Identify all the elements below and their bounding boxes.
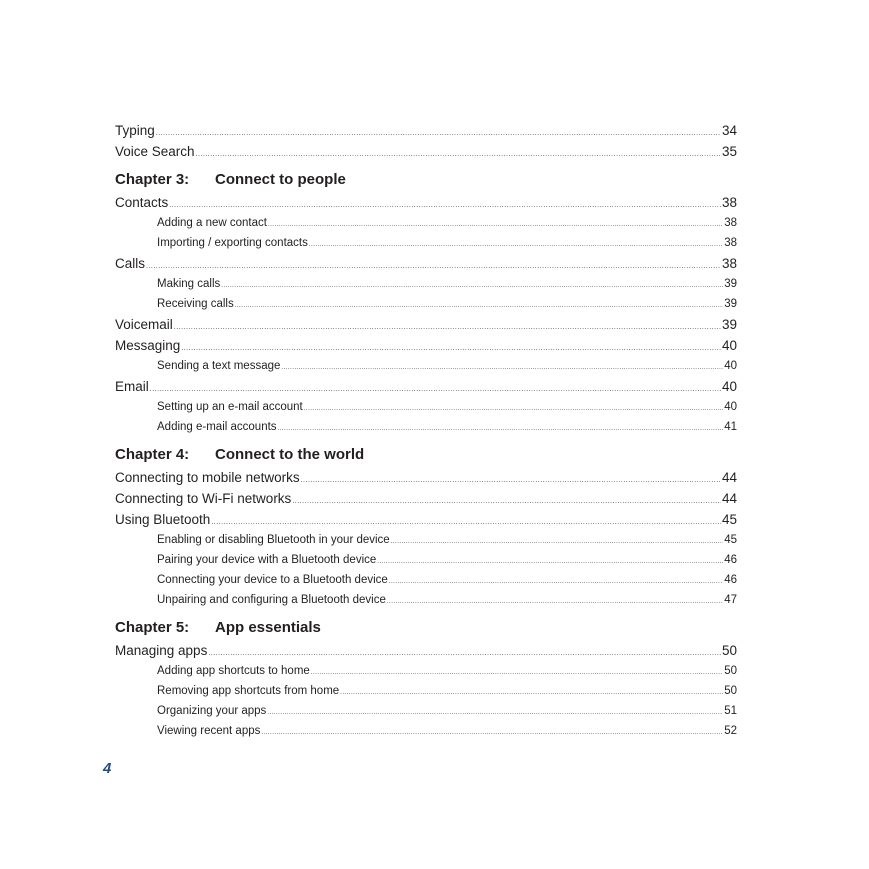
chapter-heading[interactable]: [115, 443, 737, 467]
toc-page-number: 46: [724, 554, 737, 566]
toc-entry-label: Adding app shortcuts to home: [157, 665, 310, 677]
dot-leader: [377, 552, 723, 572]
toc-subsection-entry[interactable]: [115, 213, 737, 233]
toc-page-number: 38: [724, 237, 737, 249]
toc-page-number: 39: [724, 278, 737, 290]
chapter-number: Chapter 3:: [115, 171, 190, 188]
dot-leader: [174, 317, 721, 338]
toc-entry-label: Managing apps: [115, 643, 208, 658]
toc-entry-label: Using Bluetooth: [115, 512, 211, 527]
dot-leader: [156, 123, 721, 144]
toc-page-number: 50: [724, 665, 737, 677]
toc-page-number: 51: [724, 705, 737, 717]
toc-subsection-entry[interactable]: [115, 661, 737, 681]
toc-subsection-entry[interactable]: [115, 294, 737, 314]
toc-page-number: 45: [721, 512, 737, 527]
dot-leader: [278, 419, 724, 439]
toc-entry-label: Email: [115, 379, 149, 394]
toc-entry-label: Receiving calls: [157, 298, 234, 310]
toc-entry-label: Unpairing and configuring a Bluetooth device: [157, 594, 386, 606]
chapter-heading[interactable]: [115, 616, 737, 640]
toc-subsection-entry[interactable]: [115, 701, 737, 721]
dot-leader: [340, 683, 723, 703]
toc-entry-label: Making calls: [157, 278, 221, 290]
dot-leader: [311, 663, 723, 683]
toc-page-number: 40: [721, 338, 737, 353]
toc-page-number: 45: [724, 534, 737, 546]
toc-entry-label: Sending a text message: [157, 360, 281, 372]
dot-leader: [391, 532, 723, 552]
toc-subsection-entry[interactable]: [115, 233, 737, 253]
dot-leader: [146, 256, 721, 277]
toc-subsection-entry[interactable]: [115, 570, 737, 590]
toc-section-entry[interactable]: [115, 141, 737, 162]
toc-subsection-entry[interactable]: [115, 356, 737, 376]
dot-leader: [387, 592, 723, 612]
dot-leader: [309, 235, 723, 255]
toc-page-number: 34: [721, 123, 737, 138]
toc-subsection-entry[interactable]: [115, 274, 737, 294]
toc-section-entry[interactable]: [115, 376, 737, 397]
toc-entry-label: Enabling or disabling Bluetooth in your device: [157, 534, 390, 546]
toc-section-entry[interactable]: [115, 253, 737, 274]
toc-section-entry[interactable]: [115, 120, 737, 141]
toc-entry-label: Adding a new contact: [157, 217, 267, 229]
toc-page-number: 44: [721, 470, 737, 485]
toc-section-entry[interactable]: [115, 640, 737, 661]
toc-page-number: 50: [724, 685, 737, 697]
toc-entry-label: Viewing recent apps: [157, 725, 261, 737]
toc-entry-label: Connecting your device to a Bluetooth device: [157, 574, 388, 586]
toc-page-number: 35: [721, 144, 737, 159]
toc-entry-label: Connecting to Wi-Fi networks: [115, 491, 292, 506]
toc-subsection-entry[interactable]: [115, 530, 737, 550]
toc-entry-label: Voicemail: [115, 317, 173, 332]
dot-leader: [261, 723, 723, 743]
toc-entry-label: Pairing your device with a Bluetooth device: [157, 554, 377, 566]
chapter-number: Chapter 4:: [115, 446, 190, 463]
toc-section-entry[interactable]: [115, 509, 737, 530]
dot-leader: [281, 358, 723, 378]
toc-entry-label: Organizing your apps: [157, 705, 267, 717]
toc-subsection-entry[interactable]: [115, 590, 737, 610]
chapter-title: Connect to the world: [215, 446, 365, 463]
toc-section-entry[interactable]: [115, 192, 737, 213]
dot-leader: [292, 491, 721, 512]
toc-page-number: 41: [724, 421, 737, 433]
toc-page-number: 38: [721, 195, 737, 210]
dot-leader: [235, 296, 724, 316]
toc-entry-label: Calls: [115, 256, 146, 271]
toc-page-number: 38: [721, 256, 737, 271]
toc-entry-label: Messaging: [115, 338, 181, 353]
dot-leader: [304, 399, 723, 419]
page-number: 4: [103, 760, 112, 777]
toc-page-number: 50: [721, 643, 737, 658]
dot-leader: [301, 470, 721, 491]
toc-page-number: 40: [721, 379, 737, 394]
toc-entry-label: Connecting to mobile networks: [115, 470, 300, 485]
chapter-heading[interactable]: [115, 168, 737, 192]
toc-page-number: 46: [724, 574, 737, 586]
toc-entry-label: Removing app shortcuts from home: [157, 685, 340, 697]
dot-leader: [196, 144, 721, 165]
toc-subsection-entry[interactable]: [115, 397, 737, 417]
chapter-number: Chapter 5:: [115, 619, 190, 636]
toc-entry-label: Typing: [115, 123, 155, 138]
toc-entry-label: Importing / exporting contacts: [157, 237, 308, 249]
toc-subsection-entry[interactable]: [115, 681, 737, 701]
dot-leader: [221, 276, 723, 296]
toc-section-entry[interactable]: [115, 467, 737, 488]
toc-page-number: 38: [724, 217, 737, 229]
toc-subsection-entry[interactable]: [115, 550, 737, 570]
toc-page-number: 52: [724, 725, 737, 737]
chapter-title: App essentials: [215, 619, 321, 636]
toc-page-number: 44: [721, 491, 737, 506]
toc-page-number: 47: [724, 594, 737, 606]
toc-entry-label: Voice Search: [115, 144, 195, 159]
toc-entry-label: Contacts: [115, 195, 169, 210]
dot-leader: [268, 215, 723, 235]
toc-page-number: 39: [721, 317, 737, 332]
toc-section-entry[interactable]: [115, 314, 737, 335]
chapter-title: Connect to people: [215, 171, 346, 188]
toc-subsection-entry[interactable]: [115, 721, 737, 741]
toc-page-number: 39: [724, 298, 737, 310]
toc-section-entry[interactable]: [115, 488, 737, 509]
dot-leader: [267, 703, 723, 723]
toc-page-number: 40: [724, 360, 737, 372]
toc-page-number: 40: [724, 401, 737, 413]
table-of-contents: [115, 120, 737, 741]
toc-entry-label: Setting up an e-mail account: [157, 401, 303, 413]
dot-leader: [389, 572, 723, 592]
toc-entry-label: Adding e-mail accounts: [157, 421, 277, 433]
toc-subsection-entry[interactable]: [115, 417, 737, 437]
toc-section-entry[interactable]: [115, 335, 737, 356]
